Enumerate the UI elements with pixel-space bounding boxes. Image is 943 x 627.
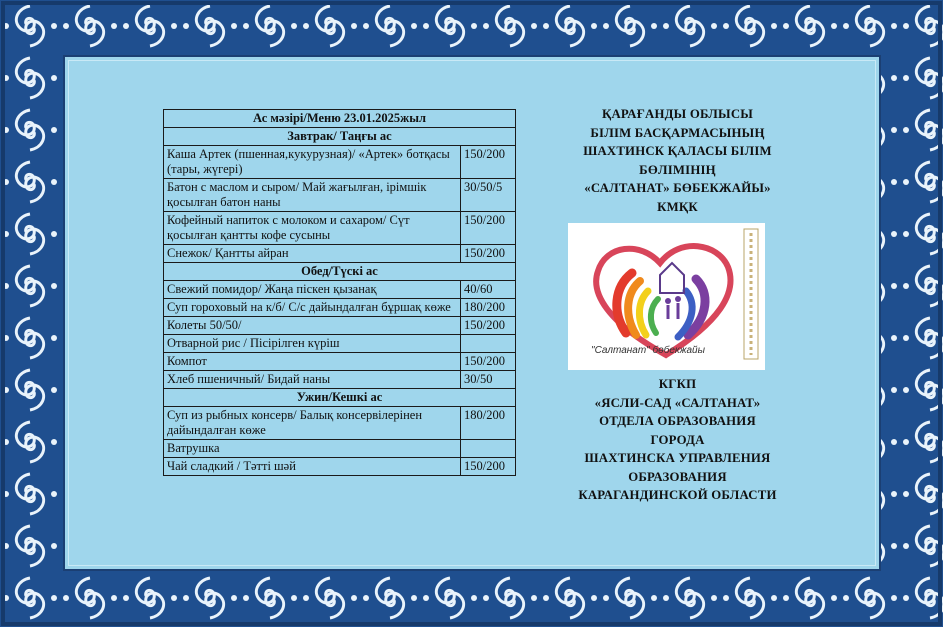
dish-name: Колеты 50/50/	[164, 317, 461, 335]
dish-name: Кофейный напиток с молоком и сахаром/ Сүт қосылған қантты кофе сусыны	[164, 212, 461, 245]
menu-title-row	[164, 110, 516, 128]
portion-size: 150/200	[461, 458, 516, 476]
portion-size: 180/200	[461, 407, 516, 440]
org-name-kazakh	[550, 105, 805, 216]
menu-item-row	[164, 179, 516, 212]
org-kz-line: ҚАРАҒАНДЫ ОБЛЫСЫ	[601, 107, 754, 121]
menu-item-row	[164, 245, 516, 263]
menu-item-row	[164, 335, 516, 353]
dish-name: Свежий помидор/ Жаңа піскен қызанақ	[164, 281, 461, 299]
portion-size	[461, 335, 516, 353]
menu-table	[163, 109, 516, 476]
org-ru-line: ШАХТИНСКА УПРАВЛЕНИЯ	[584, 451, 771, 465]
portion-size: 40/60	[461, 281, 516, 299]
menu-section-heading: Обед/Түскі ас	[164, 263, 516, 281]
dish-name: Отварной рис / Пісірілген күріш	[164, 335, 461, 353]
org-kz-line: «САЛТАНАТ» БӨБЕКЖАЙЫ»	[584, 181, 771, 195]
menu-item-row	[164, 281, 516, 299]
menu-section-heading: Завтрак/ Таңғы ас	[164, 128, 516, 146]
org-kz-line: БІЛІМ БАСҚАРМАСЫНЫҢ	[590, 125, 765, 140]
dish-name: Суп из рыбных консерв/ Балық консервілерінен дайындалған көже	[164, 407, 461, 440]
menu-item-row	[164, 146, 516, 179]
org-name-russian	[550, 375, 805, 505]
menu-item-row	[164, 353, 516, 371]
dish-name: Суп гороховый на к/б/ С/с дайындалған бұршақ көже	[164, 299, 461, 317]
portion-size: 150/200	[461, 317, 516, 335]
org-ru-line: ОТДЕЛА ОБРАЗОВАНИЯ	[599, 414, 756, 428]
menu-section-row	[164, 263, 516, 281]
menu-item-row	[164, 212, 516, 245]
dish-name: Батон с маслом и сыром/ Май жағылған, ірімшік қосылған батон наны	[164, 179, 461, 212]
menu-item-row	[164, 299, 516, 317]
dish-name: Чай сладкий / Тәтті шәй	[164, 458, 461, 476]
menu-section-heading: Ужин/Кешкі ас	[164, 389, 516, 407]
org-ru-line: ГОРОДА	[650, 432, 705, 447]
portion-size: 30/50	[461, 371, 516, 389]
org-ru-line: КАРАГАНДИНСКОЙ ОБЛАСТИ	[578, 488, 777, 502]
dish-name: Ватрушка	[164, 440, 461, 458]
menu-section-row	[164, 128, 516, 146]
org-ru-line: ОБРАЗОВАНИЯ	[628, 469, 727, 484]
portion-size: 30/50/5	[461, 179, 516, 212]
portion-size: 150/200	[461, 146, 516, 179]
portion-size: 150/200	[461, 245, 516, 263]
portion-size	[461, 440, 516, 458]
menu-item-row	[164, 317, 516, 335]
menu-item-row	[164, 440, 516, 458]
org-kz-line: БӨЛІМІНІҢ	[639, 162, 716, 177]
menu-item-row	[164, 407, 516, 440]
org-ru-line: «ЯСЛИ-САД «САЛТАНАТ»	[594, 395, 761, 410]
dish-name: Каша Артек (пшенная,кукурузная)/ «Артек» ботқасы (тары, жүгері)	[164, 146, 461, 179]
org-ru-line: КГКП	[658, 377, 697, 391]
portion-size: 180/200	[461, 299, 516, 317]
menu-title: Ас мәзірі/Меню 23.01.2025жыл	[164, 110, 516, 128]
portion-size: 150/200	[461, 353, 516, 371]
menu-item-row	[164, 458, 516, 476]
logo-caption: "Салтанат" бөбекжайы	[591, 345, 705, 356]
org-kz-line: КМҚК	[657, 199, 698, 214]
menu-item-row	[164, 371, 516, 389]
dish-name: Компот	[164, 353, 461, 371]
portion-size: 150/200	[461, 212, 516, 245]
dish-name: Снежок/ Қантты айран	[164, 245, 461, 263]
org-kz-line: ШАХТИНСК ҚАЛАСЫ БІЛІМ	[583, 144, 772, 158]
kindergarten-logo	[568, 223, 765, 370]
dish-name: Хлеб пшеничный/ Бидай наны	[164, 371, 461, 389]
menu-section-row	[164, 389, 516, 407]
